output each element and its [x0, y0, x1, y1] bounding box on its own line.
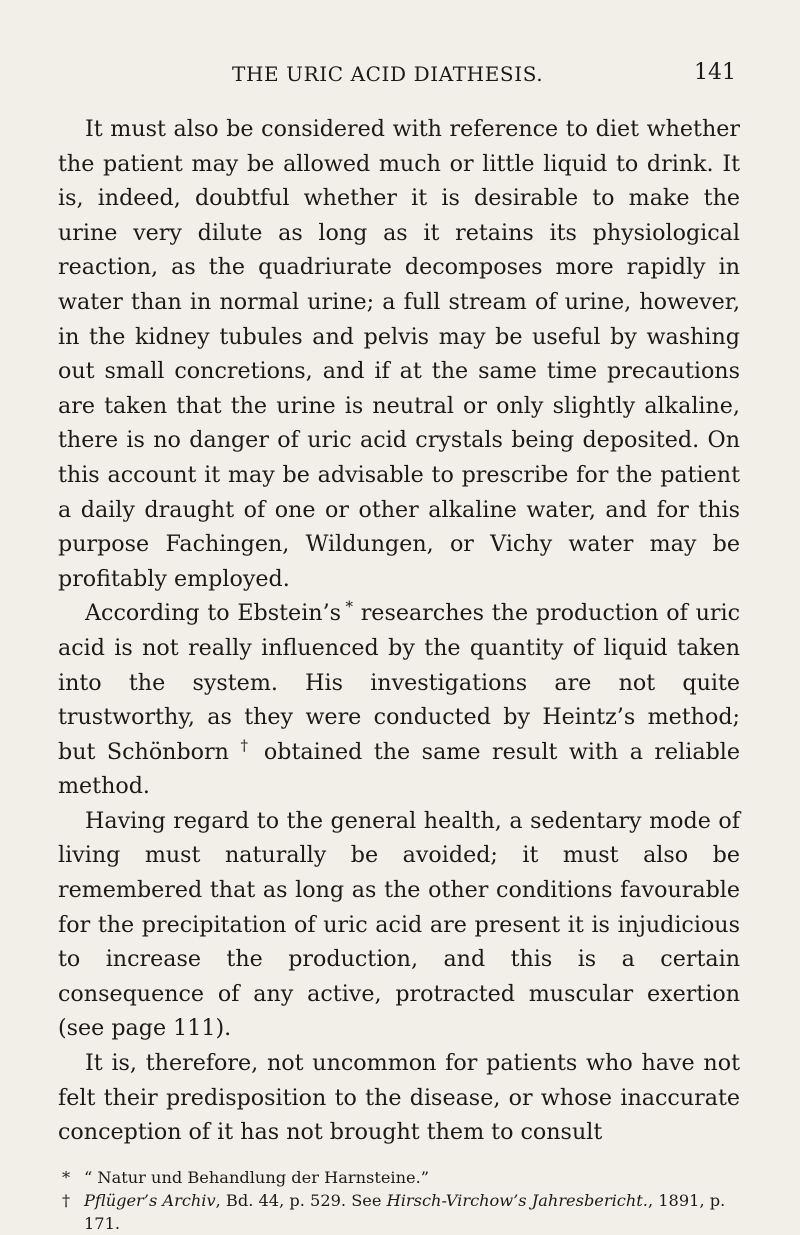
footnote-2-mark: †: [62, 1190, 71, 1210]
page-header: [58, 56, 740, 96]
running-title: THE URIC ACID DIATHESIS.: [232, 62, 544, 86]
paragraph-3: Having regard to the general health, a sedentary mode of living must naturally be avoided; it must also be remembered that as long as the other conditions favourable for the precipitation of uric acid are present it is injudicious to increase the production, and this is a certain consequence of any active, protracted muscular exertion (see page 111).: [58, 807, 740, 1042]
footnote-2-end: , 1891, p. 171.: [84, 1190, 726, 1233]
paragraph-4: It is, therefore, not uncommon for patients who have not felt their predisposition to the disease, or whose inaccurate conception of it has not brought them to consult: [58, 1050, 740, 1146]
footnote-1-text: “ Natur und Behandlung der Harnsteine.”: [84, 1167, 430, 1187]
page-number: 141: [694, 60, 736, 85]
footnote-1: [58, 1166, 740, 1189]
footnotes: [58, 1166, 740, 1235]
footnote-2-journal: Pflüger’s Archiv: [84, 1190, 216, 1210]
footnote-reference-asterisk: *: [345, 597, 353, 616]
footnote-1-mark: *: [62, 1167, 71, 1187]
body-text: [58, 112, 740, 1150]
footnote-2: [58, 1189, 740, 1235]
paragraph-2-part-3: obtained the same result with a reliable method.: [58, 738, 741, 800]
paragraph-2-part-2: researches the production of uric acid is not really influenced by the quantity of liquid taken into the system. His investigations are not quite trustworthy, as they were conducted by Heintz’s method; but Schönborn: [58, 600, 741, 765]
paragraph-2-part-1: According to Ebstein’s: [85, 600, 342, 627]
paragraph-2: [58, 596, 740, 804]
footnote-reference-dagger: †: [240, 736, 253, 755]
footnote-2-reference: Hirsch-Virchow’s Jahresbericht.: [386, 1190, 648, 1210]
footnote-2-mid: , Bd. 44, p. 529. See: [215, 1190, 382, 1210]
paragraph-1: It must also be considered with reference to diet whether the patient may be allowed much or little liquid to drink. It is, indeed, doubtful whether it is desirable to make the urine very dilute as long as it retains its physiological reaction, as the quadriurate decomposes more rapidly in water than in normal urine; a full stream of urine, however, in the kidney tubules and pelvis may be useful by washing out small concretions, and if at the same time precautions are taken that the urine is neutral or only slightly alkaline, there is no danger of uric acid crystals being deposited. On this account it may be advisable to prescribe for the patient a daily draught of one or other alkaline water, and for this purpose Fachingen, Wildungen, or Vichy water may be profitably employed.: [58, 116, 740, 592]
